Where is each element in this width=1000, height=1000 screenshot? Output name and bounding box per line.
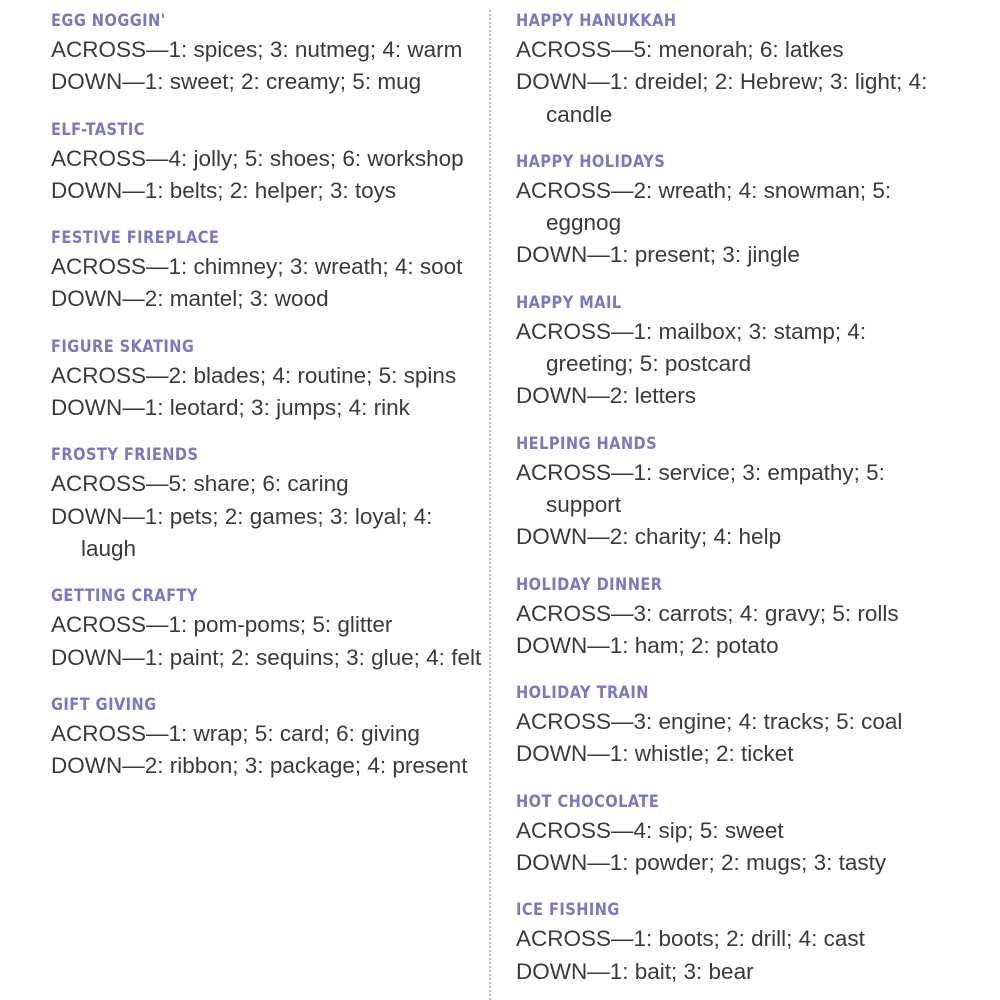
puzzle-title: EGG NOGGIN' (51, 11, 166, 31)
down-answers: DOWN—1: belts; 2: helper; 3: toys (51, 177, 397, 203)
right-column (516, 8, 956, 1000)
puzzle-answer-ice-fishing (516, 897, 956, 988)
puzzle-answer-festive-fireplace (51, 225, 491, 316)
across-answers: ACROSS—2: wreath; 4: snowman; 5: eggnog (516, 177, 892, 236)
left-column (51, 8, 491, 800)
puzzle-title: HELPING HANDS (516, 433, 658, 454)
puzzle-title: FESTIVE FIREPLACE (51, 228, 220, 249)
puzzle-answer-happy-mail (516, 290, 956, 413)
down-answers: DOWN—2: ribbon; 3: package; 4: present (51, 753, 468, 779)
across-answers: ACROSS—3: carrots; 4: gravy; 5: rolls (516, 600, 899, 626)
down-answers: DOWN—1: present; 3: jingle (516, 242, 800, 268)
down-answers: DOWN—1: dreidel; 2: Hebrew; 3: light; 4: candle (516, 69, 928, 127)
across-answers: ACROSS—5: share; 6: caring (51, 471, 349, 497)
puzzle-answer-happy-holidays (516, 149, 956, 272)
puzzle-answer-getting-crafty (51, 583, 491, 674)
across-answers: ACROSS—1: pom-poms; 5: glitter (51, 612, 393, 638)
puzzle-title: HOLIDAY DINNER (516, 574, 663, 595)
across-answers: ACROSS—1: spices; 3: nutmeg; 4: warm (51, 37, 463, 62)
column-divider (489, 10, 491, 1000)
puzzle-answer-figure-skating (51, 334, 491, 425)
down-answers: DOWN—1: pets; 2: games; 3: loyal; 4: laugh (51, 503, 433, 561)
puzzle-title: ICE FISHING (516, 900, 620, 921)
across-answers: ACROSS—4: sip; 5: sweet (516, 817, 784, 843)
puzzle-title: HAPPY MAIL (516, 292, 622, 313)
down-answers: DOWN—2: mantel; 3: wood (51, 286, 329, 312)
puzzle-title: FIGURE SKATING (51, 336, 195, 357)
down-answers: DOWN—1: whistle; 2: ticket (516, 741, 794, 767)
puzzle-title: HOLIDAY TRAIN (516, 683, 649, 704)
puzzle-title: GIFT GIVING (51, 694, 157, 715)
across-answers: ACROSS—1: chimney; 3: wreath; 4: soot (51, 254, 463, 280)
puzzle-answer-holiday-dinner (516, 572, 956, 663)
puzzle-answer-frosty-friends (51, 442, 491, 565)
puzzle-title: GETTING CRAFTY (51, 586, 198, 607)
down-answers: DOWN—1: powder; 2: mugs; 3: tasty (516, 850, 887, 876)
across-answers: ACROSS—3: engine; 4: tracks; 5: coal (516, 709, 903, 735)
across-answers: ACROSS—1: boots; 2: drill; 4: cast (516, 926, 865, 952)
puzzle-title: ELF-TASTIC (51, 119, 145, 140)
puzzle-title: FROSTY FRIENDS (51, 445, 199, 466)
down-answers: DOWN—2: charity; 4: help (516, 524, 782, 550)
puzzle-answer-holiday-train (516, 680, 956, 771)
down-answers: DOWN—1: sweet; 2: creamy; 5: mug (51, 69, 422, 95)
puzzle-answer-happy-hanukkah (516, 8, 956, 131)
down-answers: DOWN—1: leotard; 3: jumps; 4: rink (51, 395, 410, 421)
down-answers: DOWN—1: ham; 2: potato (516, 632, 779, 658)
puzzle-answer-egg-noggin (51, 8, 491, 99)
puzzle-answer-hot-chocolate (516, 789, 956, 880)
down-answers: DOWN—1: paint; 2: sequins; 3: glue; 4: felt (51, 644, 482, 670)
down-answers: DOWN—2: letters (516, 383, 697, 409)
across-answers: ACROSS—1: service; 3: empathy; 5: support (516, 459, 885, 517)
puzzle-title: HOT CHOCOLATE (516, 791, 660, 812)
across-answers: ACROSS—1: mailbox; 3: stamp; 4: greeting; 5: postcard (516, 318, 867, 377)
across-answers: ACROSS—5: menorah; 6: latkes (516, 37, 844, 62)
puzzle-answer-gift-giving (51, 692, 491, 783)
puzzle-title: HAPPY HOLIDAYS (516, 151, 666, 172)
puzzle-answer-helping-hands (516, 431, 956, 554)
puzzle-answer-elf-tastic (51, 117, 491, 208)
puzzle-title: HAPPY HANUKKAH (516, 11, 677, 31)
across-answers: ACROSS—1: wrap; 5: card; 6: giving (51, 720, 420, 746)
across-answers: ACROSS—4: jolly; 5: shoes; 6: workshop (51, 145, 464, 171)
down-answers: DOWN—1: bait; 3: bear (516, 958, 754, 984)
across-answers: ACROSS—2: blades; 4: routine; 5: spins (51, 362, 457, 388)
